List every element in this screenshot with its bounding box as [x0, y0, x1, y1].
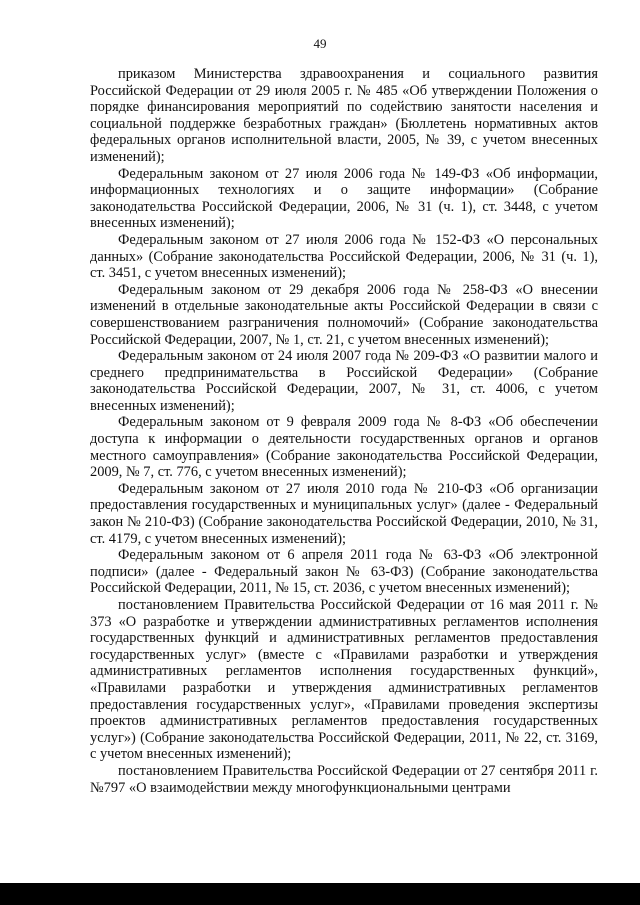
paragraph-law-210: Федеральным законом от 27 июля 2010 года № 210-ФЗ «Об организации предоставления государственных и муниципальных услуг» (далее - Федеральный закон № 210-ФЗ) (Собрание законодательства Российской Федерации, 2010, № 31, ст. 4179, с учетом внесенных изменений); — [90, 480, 598, 547]
document-body — [90, 66, 598, 796]
paragraph-resolution-797: постановлением Правительства Российской Федерации от 27 сентября 2011 г. №797 «О взаимодействии между многофункциональными центрами — [90, 762, 598, 796]
scan-bottom-border — [0, 883, 640, 905]
paragraph-law-149: Федеральным законом от 27 июля 2006 года № 149-ФЗ «Об информации, информационных технологиях и о защите информации» (Собрание законодательства Российской Федерации, 2006, № 31 (ч. 1), ст. 3448, с учетом внесенных изменений); — [90, 165, 598, 232]
paragraph-order-485: приказом Министерства здравоохранения и социального развития Российской Федерации от 29 июля 2005 г. № 485 «Об утверждении Положения о порядке финансирования мероприятий по содействию занятости населения и социальной поддержке безработных граждан» (Бюллетень нормативных актов федеральных органов исполнительной власти, 2005, № 39, с учетом внесенных изменений); — [90, 66, 598, 165]
paragraph-law-63: Федеральным законом от 6 апреля 2011 года № 63-ФЗ «Об электронной подписи» (далее - Федеральный закон № 63-ФЗ) (Собрание законодательства Российской Федерации, 2011, № 15, ст. 2036, с учетом внесенных изменений); — [90, 547, 598, 597]
paragraph-law-8: Федеральным законом от 9 февраля 2009 года № 8-ФЗ «Об обеспечении доступа к информации о деятельности государственных органов и органов местного самоуправления» (Собрание законодательства Российской Федерации, 2009, № 7, ст. 776, с учетом внесенных изменений); — [90, 414, 598, 481]
page-number: 49 — [313, 36, 327, 51]
paragraph-resolution-373: постановлением Правительства Российской Федерации от 16 мая 2011 г. № 373 «О разработке и утверждении административных регламентов исполнения государственных функций и административных регламентов предоставления государственных услуг» (вместе с «Правилами разработки и утверждения административных регламентов исполнения государственных функций», «Правилами разработки и утверждения административных регламентов предоставления государственных услуг», «Правилами проведения экспертизы проектов административных регламентов предоставления государственных услуг») (Собрание законодательства Российской Федерации, 2011, № 22, ст. 3169, с учетом внесенных изменений); — [90, 597, 598, 763]
paragraph-law-258: Федеральным законом от 29 декабря 2006 года № 258-ФЗ «О внесении изменений в отдельные законодательные акты Российской Федерации в связи с совершенствованием разграничения полномочий» (Собрание законодательства Российской Федерации, 2007, № 1, ст. 21, с учетом внесенных изменений); — [90, 281, 598, 348]
paragraph-law-152: Федеральным законом от 27 июля 2006 года № 152-ФЗ «О персональных данных» (Собрание законодательства Российской Федерации, 2006, № 31 (ч. 1), ст. 3451, с учетом внесенных изменений); — [90, 231, 598, 282]
paragraph-law-209: Федеральным законом от 24 июля 2007 года № 209-ФЗ «О развитии малого и среднего предпринимательства в Российской Федерации» (Собрание законодательства Российской Федерации, 2007, № 31, ст. 4006, с учетом внесенных изменений); — [90, 348, 598, 414]
